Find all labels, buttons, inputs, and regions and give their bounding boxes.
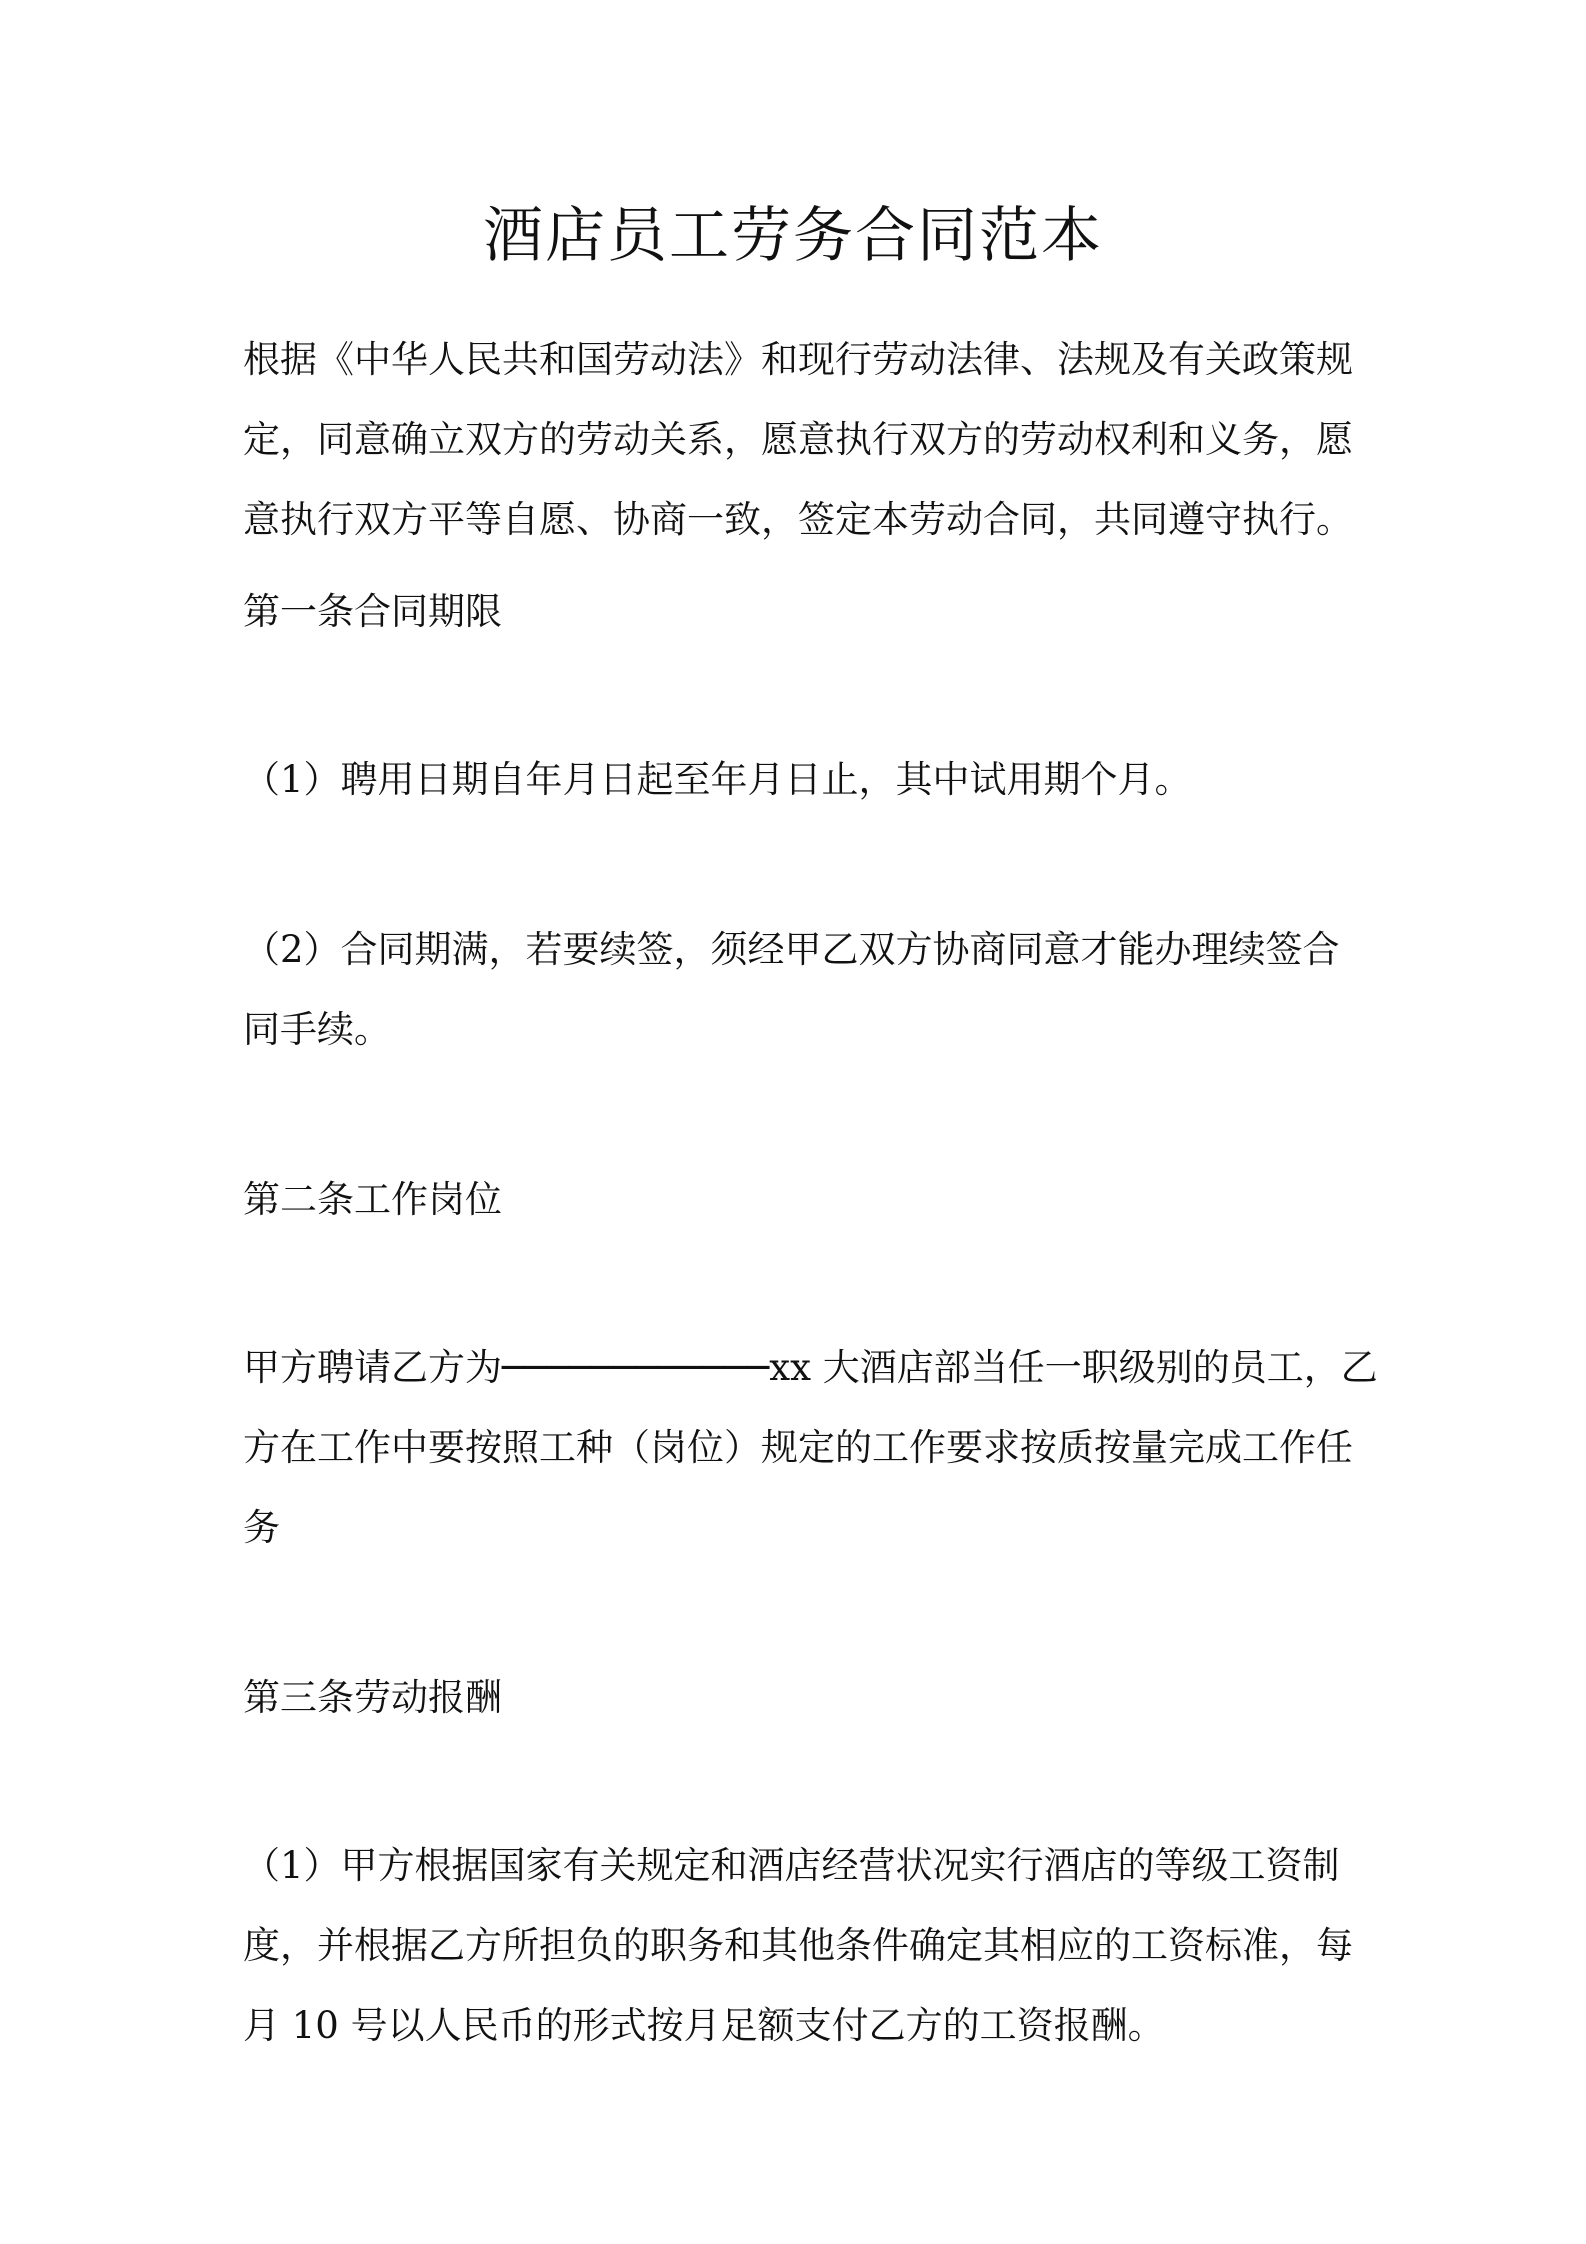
intro-line: 根据《中华人民共和国劳动法》和现行劳动法律、法规及有关政策规 (243, 338, 1353, 381)
article3-item1-line: 度，并根据乙方所担负的职务和其他条件确定其相应的工资标准，每 (243, 1924, 1353, 1967)
article3-item1 (243, 1826, 1353, 2066)
article2-body-line: 务 (243, 1506, 280, 1549)
article1-item2-line: 同手续。 (243, 1008, 391, 1051)
intro-line: 定，同意确立双方的劳动关系，愿意执行双方的劳动权利和义务，愿 (243, 418, 1353, 461)
document-title: 酒店员工劳务合同范本 (483, 201, 1103, 271)
article1-item1 (243, 740, 1353, 820)
article2-body (243, 1328, 1378, 1568)
article1-item2 (243, 910, 1353, 1070)
article3-item1-line: 月 10 号以人民币的形式按月足额支付乙方的工资报酬。 (243, 2004, 1165, 2047)
article1-item2-line: （2）合同期满，若要续签，须经甲乙双方协商同意才能办理续签合 (243, 928, 1340, 971)
article3-item1-line: （1）甲方根据国家有关规定和酒店经营状况实行酒店的等级工资制 (243, 1844, 1340, 1887)
intro-line: 意执行双方平等自愿、协商一致，签定本劳动合同，共同遵守执行。 (243, 498, 1353, 541)
article1-heading: 第一条合同期限 (243, 590, 502, 633)
article2-body-line: 甲方聘请乙方为────────────xx 大酒店部当任一职级别的员工，乙 (243, 1346, 1378, 1389)
intro-paragraph (243, 320, 1353, 560)
article2-heading: 第二条工作岗位 (243, 1178, 502, 1221)
article3-heading: 第三条劳动报酬 (243, 1676, 502, 1719)
article2-body-line: 方在工作中要按照工种（岗位）规定的工作要求按质按量完成工作任 (243, 1426, 1353, 1469)
article1-item1-line: （1）聘用日期自年月日起至年月日止，其中试用期个月。 (243, 758, 1192, 801)
